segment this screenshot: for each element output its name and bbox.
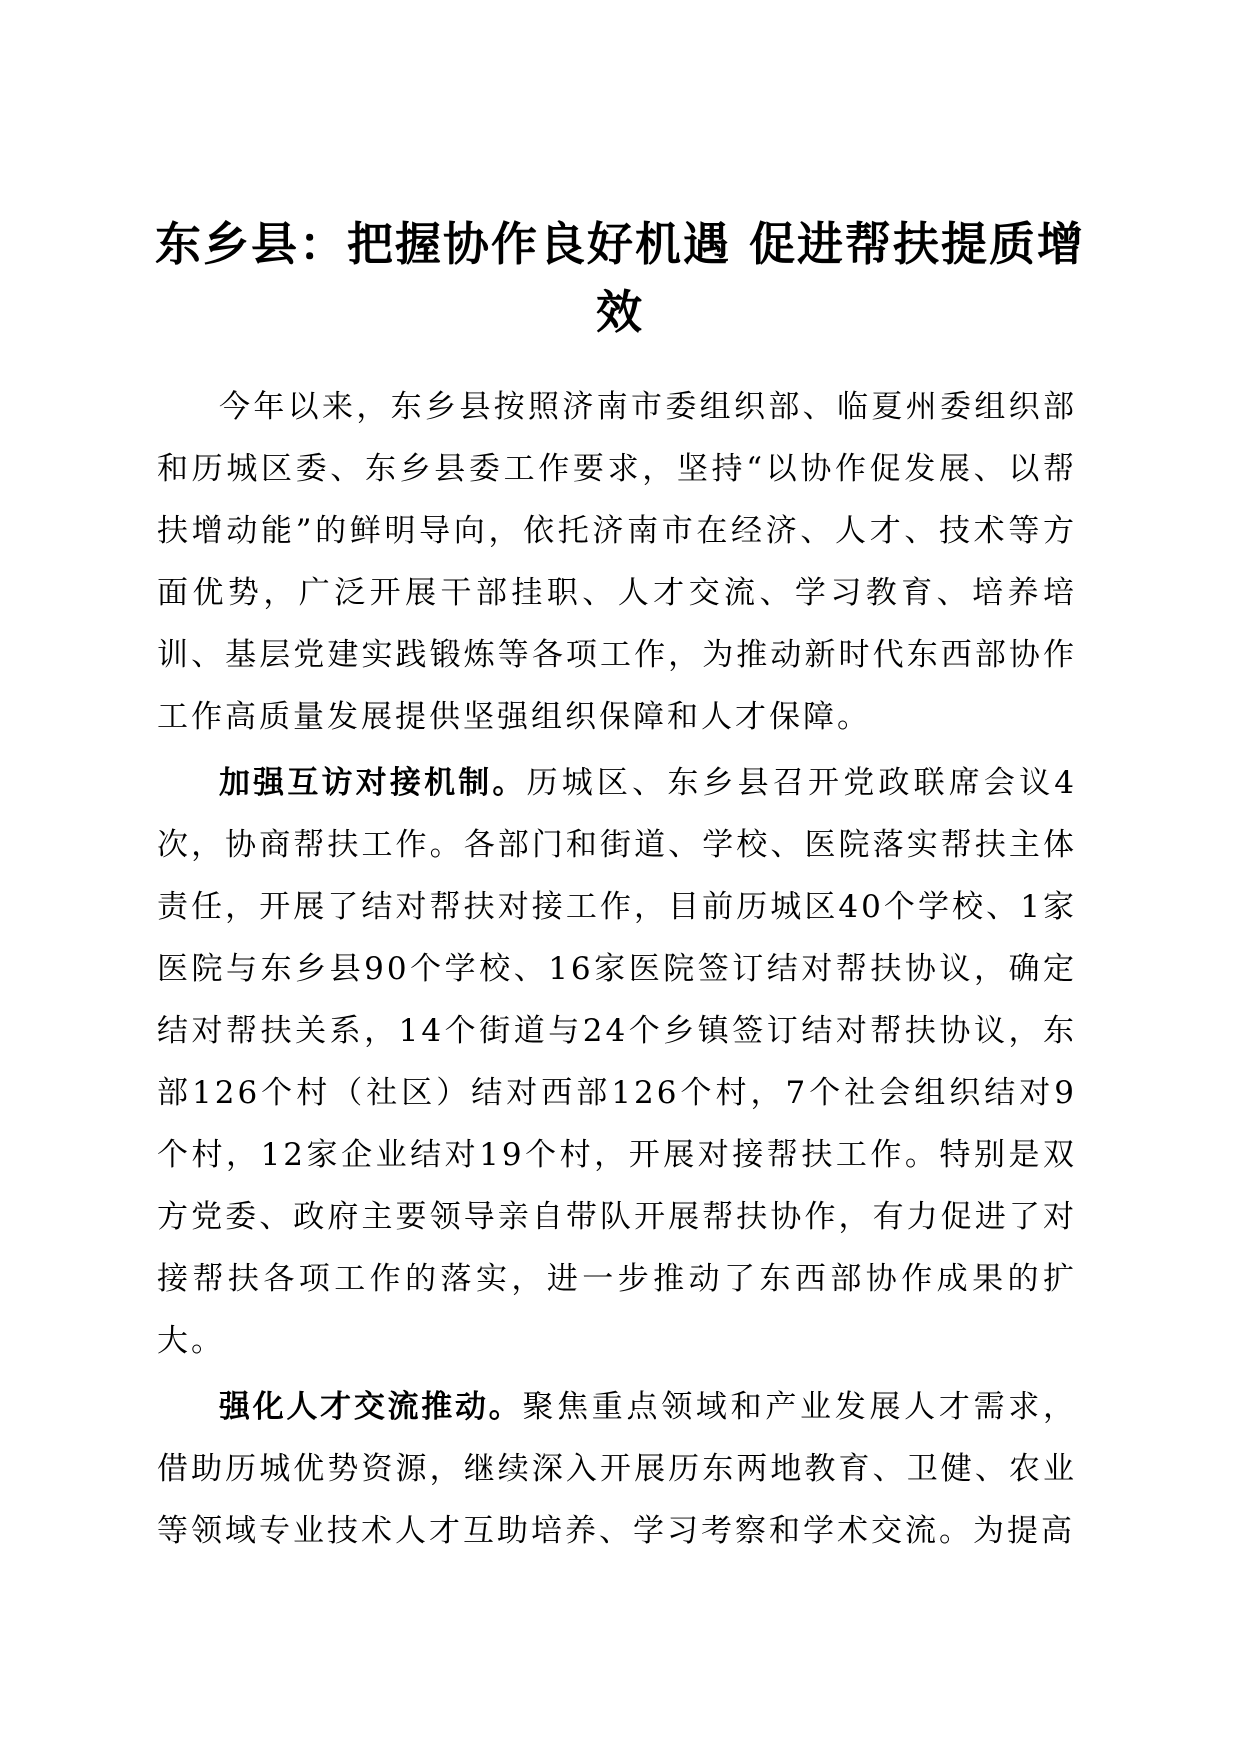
section-heading-exchange-mechanism: 加强互访对接机制。 xyxy=(219,765,527,801)
paragraph-text: 聚焦重点领域和产业发展人才需求，借助历城优势资源，继续深入开展历东两地教育、卫健、农业等领域专业技术人才互助培养、学习考察和学术交流。为提高 xyxy=(157,1389,1077,1549)
intro-paragraph xyxy=(157,376,1077,748)
document-title: 东乡县：把握协作良好机遇 促进帮扶提质增效 xyxy=(154,217,1085,339)
section-heading-talent-exchange: 强化人才交流推动。 xyxy=(219,1389,523,1425)
paragraph-text: 今年以来，东乡县按照济南市委组织部、临夏州委组织部和历城区委、东乡县委工作要求，坚持“以协作促发展、以帮扶增动能”的鲜明导向，依托济南市在经济、人才、技术等方面优势，广泛开展干部挂职、人才交流、学习教育、培养培训、基层党建实践锻炼等各项工作，为推动新时代东西部协作工作高质量发展提供坚强组织保障和人才保障。 xyxy=(157,389,1077,735)
section-paragraph-talent-exchange xyxy=(157,1376,1077,1562)
document-body xyxy=(157,376,1077,1562)
section-paragraph-exchange-mechanism xyxy=(157,752,1077,1372)
paragraph-text: 历城区、东乡县召开党政联席会议4次，协商帮扶工作。各部门和街道、学校、医院落实帮扶主体责任，开展了结对帮扶对接工作，目前历城区40个学校、1家医院与东乡县90个学校、16家医院签订结对帮扶协议，确定结对帮扶关系，14个街道与24个乡镇签订结对帮扶协议，东部126个村（社区）结对西部126个村，7个社会组织结对9个村，12家企业结对19个村，开展对接帮扶工作。特别是双方党委、政府主要领导亲自带队开展帮扶协作，有力促进了对接帮扶各项工作的落实，进一步推动了东西部协作成果的扩大。 xyxy=(157,765,1077,1359)
